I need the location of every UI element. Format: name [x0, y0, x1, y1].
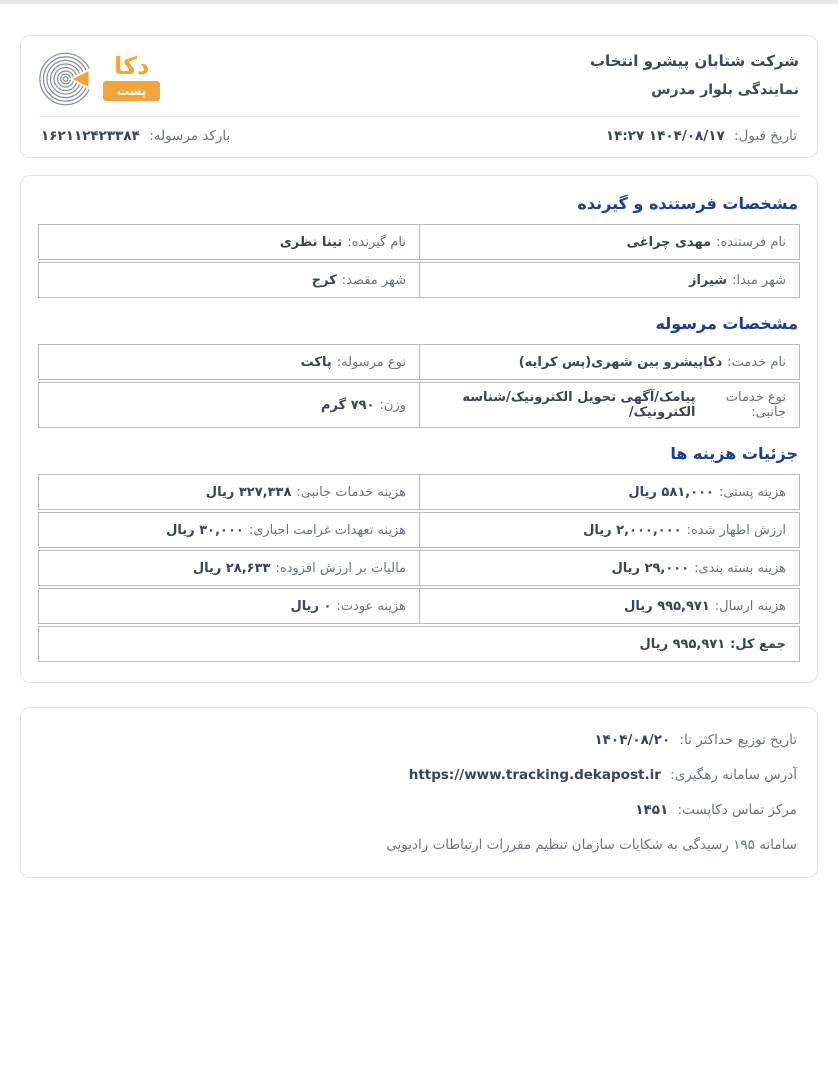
table-row: [38, 512, 800, 548]
field-label: مالیات بر ارزش افزوده:: [275, 560, 406, 576]
barcode-label: بارکد مرسوله:: [149, 128, 231, 144]
costs-table: [38, 474, 800, 662]
field-value: ۲۹,۰۰۰ ریال: [611, 560, 690, 576]
field-value: ۲۸,۶۳۳ ریال: [192, 560, 271, 576]
table-row: [38, 344, 800, 380]
weight-cell: [39, 383, 419, 427]
shipping-cost-cell: [419, 589, 799, 623]
field-label: نوع خدمات جانبی:: [725, 390, 786, 420]
field-label: سامانه ۱۹۵ رسیدگی به شکایات سازمان تنظیم مقررات ارتباطات رادیویی: [386, 837, 797, 853]
field-value: ۲,۰۰۰,۰۰۰ ریال: [583, 522, 682, 538]
field-value: تینا نظری: [279, 234, 343, 250]
company-name: شرکت شتابان پیشرو انتخاب: [589, 52, 799, 70]
header-bottom-row: [37, 117, 801, 157]
field-label: شهر مبدا:: [732, 272, 786, 288]
field-value: ۰ ریال: [290, 598, 332, 614]
tracking-url: https://www.tracking.dekapost.ir: [408, 767, 661, 783]
dekapost-spiral-icon: [39, 48, 101, 110]
section-title-costs: جزئیات هزینه ها: [670, 444, 798, 463]
field-value: دکاپیشرو بین شهری(پس کرایه): [518, 354, 723, 370]
receiver-name-cell: [39, 225, 419, 259]
complaints-system-line: [41, 837, 797, 853]
destination-city-cell: [39, 263, 419, 297]
barcode-value: ۱۶۲۱۱۲۴۲۳۳۸۴: [41, 128, 140, 144]
sender-name-cell: [419, 225, 799, 259]
table-row: [38, 588, 800, 624]
field-value: پاکت: [300, 354, 332, 370]
field-label: هزینه پستی:: [718, 484, 786, 500]
field-label: تاریخ توزیع حداکثر تا:: [679, 732, 797, 748]
dekapost-logo: [39, 48, 160, 110]
field-value: ۹۹۵,۹۷۱ ریال: [639, 636, 726, 652]
accept-date-value: ۱۴۰۴/۰۸/۱۷ ۱۴:۲۷: [605, 128, 725, 144]
compensation-cost-cell: [39, 513, 419, 547]
field-label: نام فرستنده:: [716, 234, 786, 250]
total-row: [38, 626, 800, 662]
field-value: ۳۰,۰۰۰ ریال: [166, 522, 244, 538]
postal-cost-cell: [419, 475, 799, 509]
field-label: نام خدمت:: [727, 354, 786, 370]
max-delivery-date: [41, 732, 797, 748]
top-strip: [0, 0, 838, 4]
field-value: مهدی چراغی: [626, 234, 712, 250]
side-services-cell: [419, 383, 799, 427]
grand-total-cell: [39, 627, 799, 661]
packaging-cost-cell: [419, 551, 799, 585]
field-value: پیامک/آگهی تحویل الکترونیک/شناسه الکترونیک/: [462, 390, 696, 420]
field-label: نوع مرسوله:: [336, 354, 406, 370]
field-value: شیراز: [688, 272, 728, 288]
vat-cell: [39, 551, 419, 585]
parcel-table: [38, 344, 800, 428]
section-title-parcel: مشخصات مرسوله: [655, 314, 798, 333]
table-row: [38, 474, 800, 510]
tracking-url-line: [41, 767, 797, 783]
agency-name: نمایندگی بلوار مدرس: [651, 82, 799, 98]
return-cost-cell: [39, 589, 419, 623]
receipt-header-card: [20, 35, 818, 158]
field-label: آدرس سامانه رهگیری:: [670, 767, 797, 783]
field-value: کرج: [311, 272, 337, 288]
field-label: هزینه خدمات جانبی:: [296, 484, 406, 500]
receipt-footer-card: [20, 707, 818, 878]
contact-center-line: [41, 802, 797, 818]
table-row: [38, 382, 800, 428]
field-label: جمع کل:: [730, 636, 786, 652]
sender-receiver-table: [38, 224, 800, 298]
field-value: ۵۸۱,۰۰۰ ریال: [628, 484, 714, 500]
accept-date: [606, 128, 797, 144]
parcel-type-cell: [39, 345, 419, 379]
field-value: ۹۹۵,۹۷۱ ریال: [624, 598, 710, 614]
receipt-details-card: [20, 175, 818, 683]
table-row: [38, 224, 800, 260]
field-label: هزینه ارسال:: [714, 598, 786, 614]
field-label: هزینه بسته بندی:: [694, 560, 786, 576]
company-block: [590, 48, 799, 98]
parcel-barcode: [41, 128, 230, 144]
field-label: وزن:: [379, 397, 406, 413]
accept-date-label: تاریخ قبول:: [733, 128, 797, 144]
field-label: هزینه عودت:: [336, 598, 406, 614]
origin-city-cell: [419, 263, 799, 297]
field-value: ۷۹۰ گرم: [321, 397, 375, 413]
field-label: هزینه تعهدات غرامت اجباری:: [248, 522, 406, 538]
field-label: شهر مقصد:: [341, 272, 406, 288]
table-row: [38, 550, 800, 586]
field-value: ۱۴۵۱: [635, 802, 669, 818]
field-value: ۳۲۷,۳۳۸ ریال: [205, 484, 292, 500]
declared-value-cell: [419, 513, 799, 547]
section-title-sender-receiver: مشخصات فرستنده و گیرنده: [577, 194, 798, 213]
header-top-row: [37, 36, 801, 114]
field-label: مرکز تماس دکاپست:: [677, 802, 797, 818]
field-value: ۱۴۰۴/۰۸/۲۰: [594, 732, 671, 748]
logo-brand-text: دکا: [114, 52, 150, 80]
field-label: ارزش اظهار شده:: [686, 522, 786, 538]
logo-post-badge: پست: [103, 81, 160, 101]
table-row: [38, 262, 800, 298]
service-name-cell: [419, 345, 799, 379]
field-label: نام گیرنده:: [347, 234, 406, 250]
logo-text-block: [103, 54, 160, 101]
side-services-cost-cell: [39, 475, 419, 509]
